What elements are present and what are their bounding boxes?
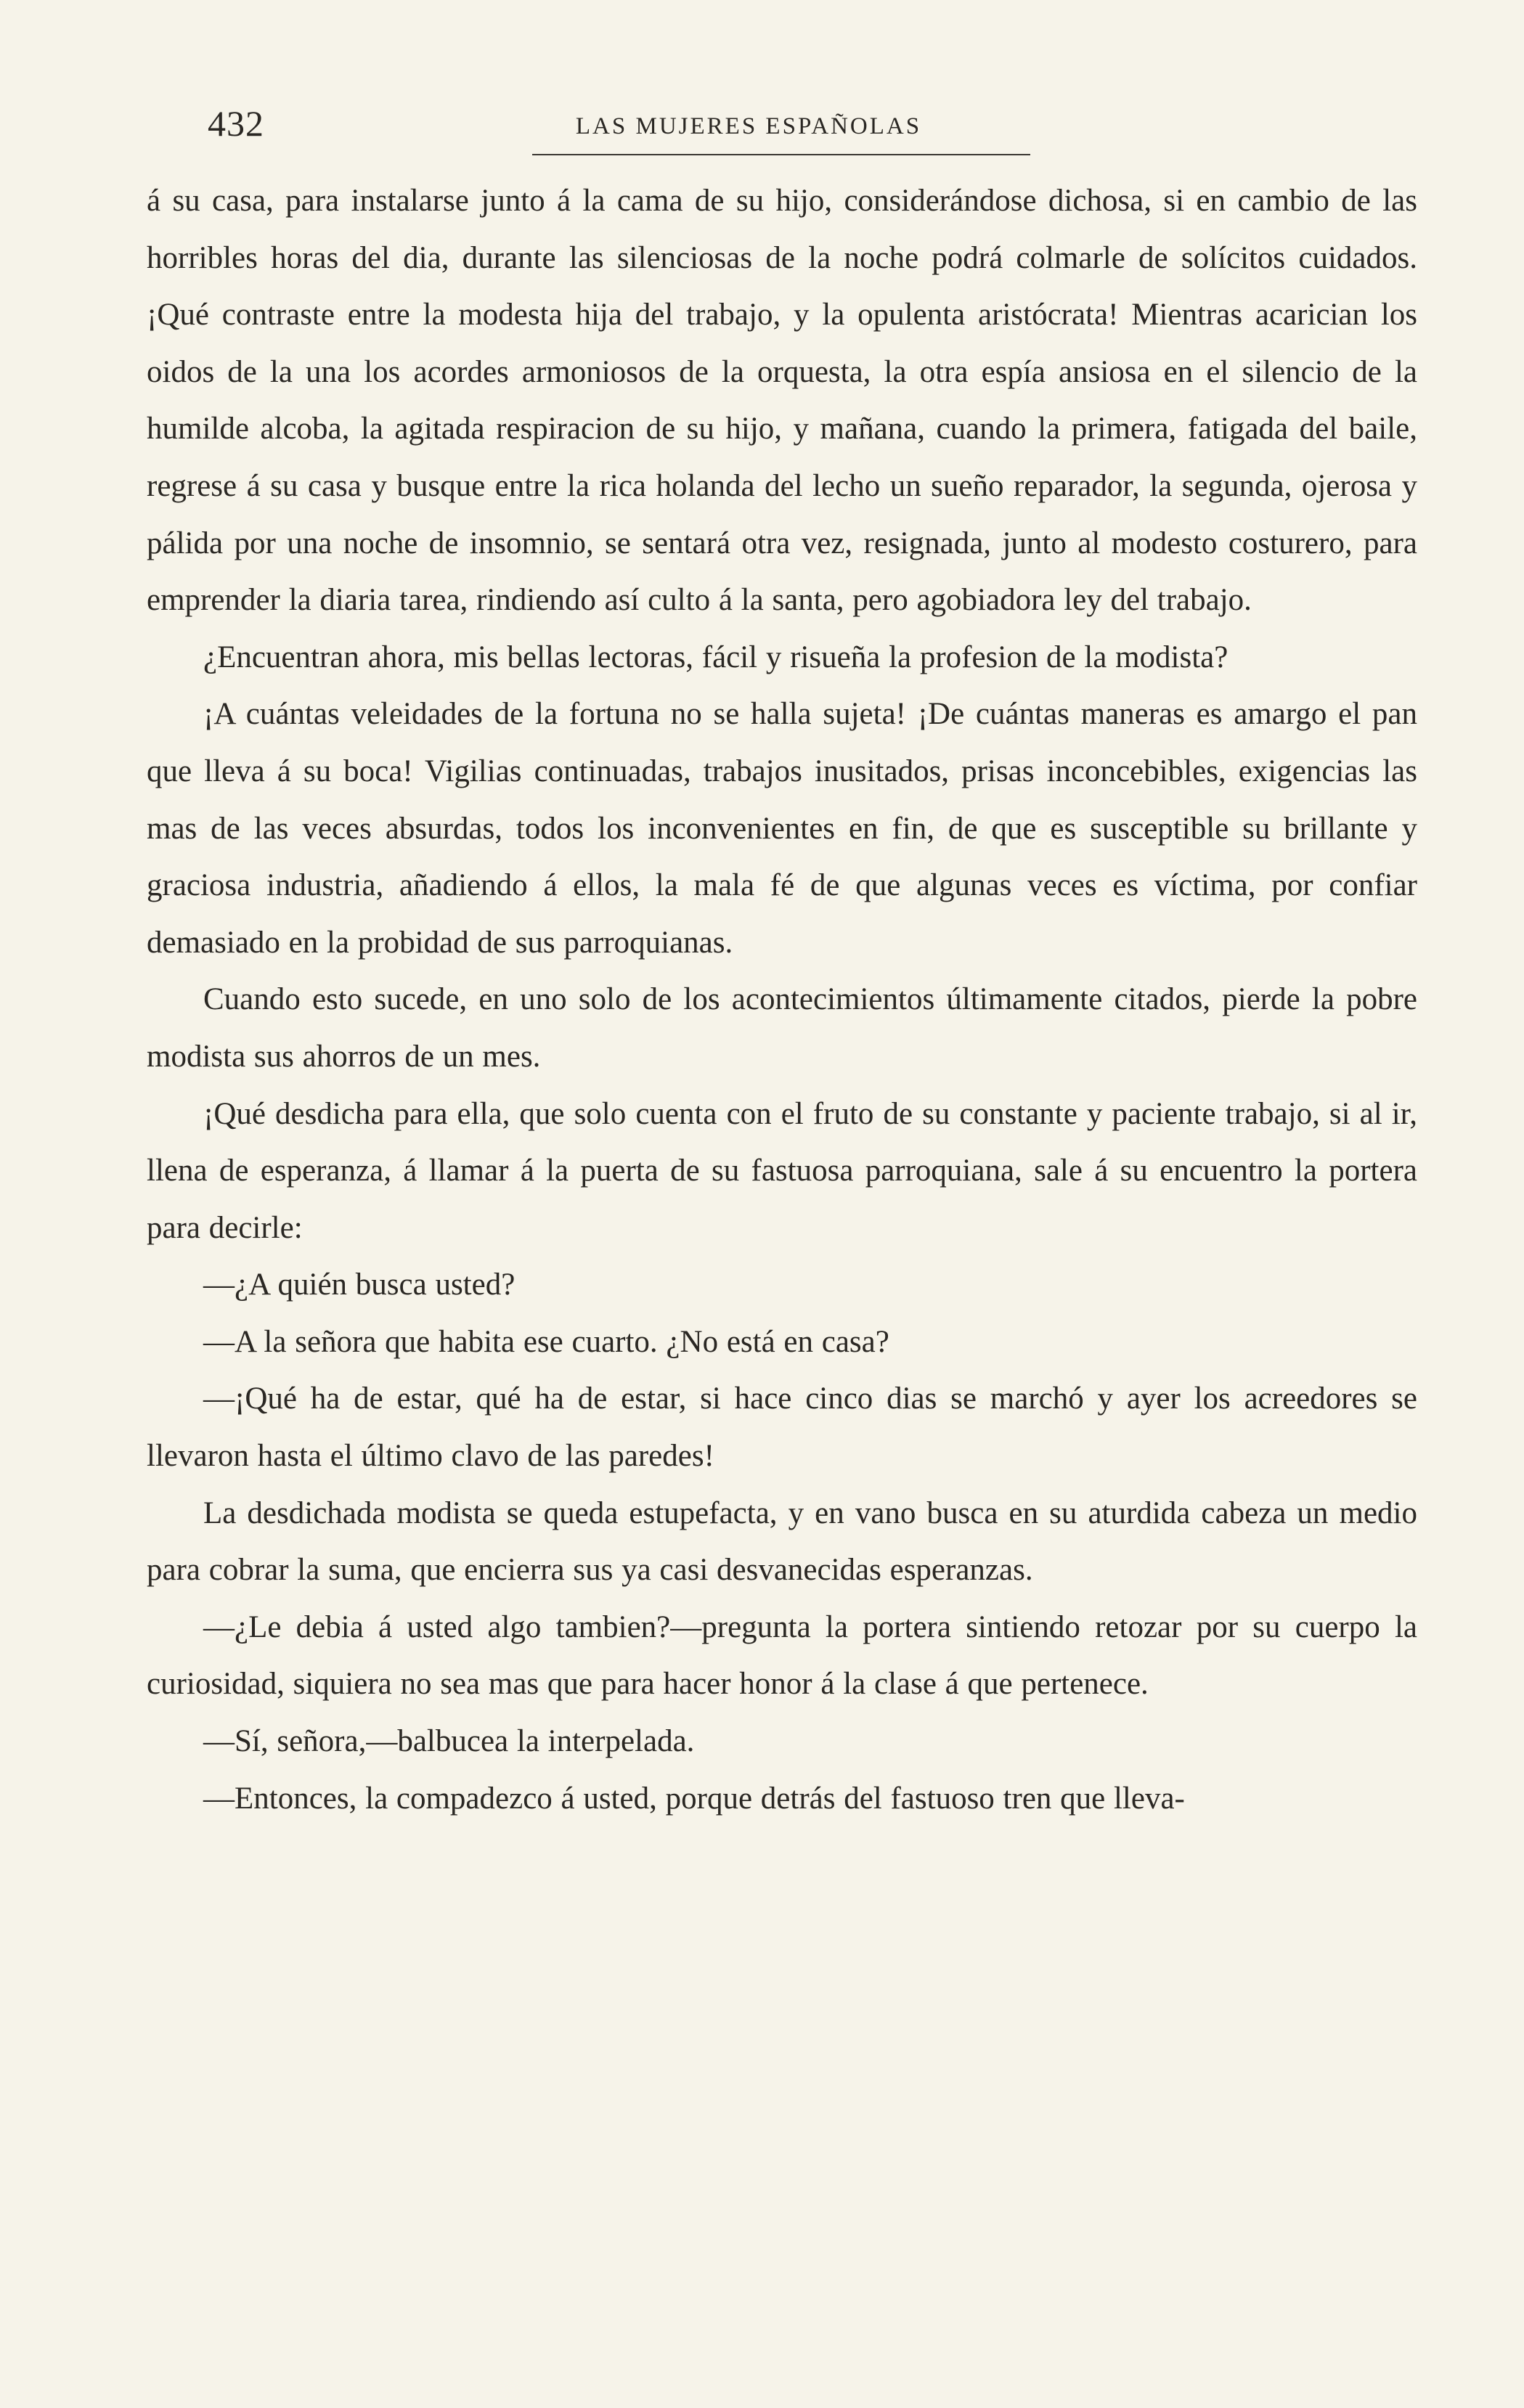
- paragraph: ¿Encuentran ahora, mis bellas lectoras, fácil y risueña la profesion de la modista?: [203, 640, 1228, 674]
- header-rule: [532, 154, 1030, 155]
- dialogue-line: —¡Qué ha de estar, qué ha de estar, si hace cinco dias se marchó y ayer los acreedores se llevaron hasta el último clavo de las paredes!: [147, 1381, 1417, 1474]
- body-text: [147, 173, 1417, 1827]
- page-number: 432: [208, 103, 264, 144]
- dialogue-line: —Sí, señora,—balbucea la interpelada.: [203, 1724, 695, 1759]
- dialogue-line: —¿Le debia á usted algo tambien?—pregunta la portera sintiendo retozar por su cuerpo la curiosidad, siquiera no sea mas que para hacer honor á la clase á que pertenece.: [147, 1609, 1417, 1702]
- paragraph: La desdichada modista se queda estupefacta, y en vano busca en su aturdida cabeza un medio para cobrar la suma, que encierra sus ya casi desvanecidas esperanzas.: [147, 1495, 1417, 1588]
- dialogue-line: —¿A quién busca usted?: [203, 1268, 516, 1302]
- paragraph: ¡Qué desdicha para ella, que solo cuenta con el fruto de su constante y paciente trabajo, si al ir, llena de esperanza, á llamar á la puerta de su fastuosa parroquiana, sale á su encuentro la portera para decirle:: [147, 1096, 1417, 1245]
- paragraph: Cuando esto sucede, en uno solo de los acontecimientos últimamente citados, pierde la pobre modista sus ahorros de un mes.: [147, 982, 1417, 1074]
- running-head: LAS MUJERES ESPAÑOLAS: [575, 113, 922, 139]
- page-header: [208, 102, 1289, 152]
- paragraph: ¡A cuántas veleidades de la fortuna no se halla sujeta! ¡De cuántas maneras es amargo el pan que lleva á su boca! Vigilias continuadas, trabajos inusitados, prisas inconcebibles, exigencias las mas de las veces absurdas, todos los inconvenientes en fin, de que es susceptible su brillante y graciosa industria, añadiendo á ellos, la mala fé de que algunas veces es víctima, por confiar demasiado en la probidad de sus parroquianas.: [147, 697, 1417, 960]
- dialogue-line: —Entonces, la compadezco á usted, porque detrás del fastuoso tren que lleva-: [203, 1781, 1185, 1816]
- dialogue-line: —A la señora que habita ese cuarto. ¿No está en casa?: [203, 1324, 889, 1359]
- paragraph: á su casa, para instalarse junto á la cama de su hijo, considerándose dichosa, si en cambio de las horribles horas del dia, durante las silenciosas de la noche podrá colmarle de solícitos cuidados. ¡Qué contraste entre la modesta hija del trabajo, y la opulenta aristócrata! Mientras acarician los oidos de la una los acordes armoniosos de la orquesta, la otra espía ansiosa en el silencio de la humilde alcoba, la agitada respiracion de su hijo, y mañana, cuando la primera, fatigada del baile, regrese á su casa y busque entre la rica holanda del lecho un sueño reparador, la segunda, ojerosa y pálida por una noche de insomnio, se sentará otra vez, resignada, junto al modesto costurero, para emprender la diaria tarea, rindiendo así culto á la santa, pero agobiadora ley del trabajo.: [147, 184, 1417, 618]
